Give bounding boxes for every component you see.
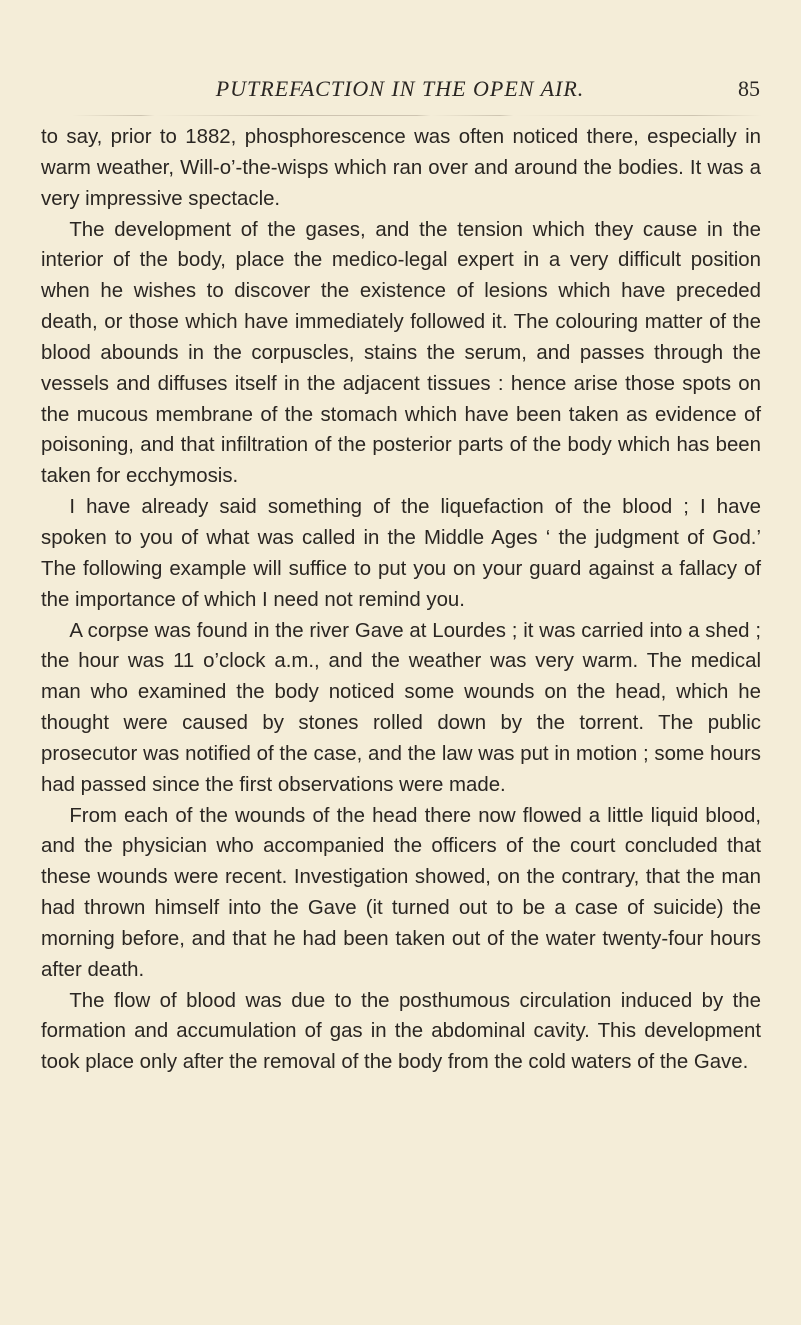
header-rule bbox=[72, 115, 762, 116]
paragraph-flow-of-blood: The flow of blood was due to the posthumous circulation induced by the formation and accumulation of gas in the abdominal cavity. This development took place only after the removal of the body from the cold waters of the Gave. bbox=[41, 989, 761, 1074]
body-text bbox=[41, 122, 761, 1078]
running-head bbox=[40, 76, 760, 110]
paragraph-wounds: From each of the wounds of the head there now flowed a little liquid blood, and the physician who accompanied the officers of the court concluded that these wounds were recent. Investigation showed, on the contrary, that the man had thrown himself into the Gave (it turned out to be a case of suicide) the morning before, and that he had been taken out of the water twenty-four hours after death. bbox=[41, 804, 761, 981]
running-title: PUTREFACTION IN THE OPEN AIR. bbox=[215, 76, 585, 101]
paragraph-continuation: to say, prior to 1882, phosphorescence was often noticed there, especially in warm weather, Will-o’-the-wisps which ran over and around the bodies. It was a very impressive spectacle. bbox=[41, 126, 761, 210]
paragraph-corpse-lourdes: A corpse was found in the river Gave at Lourdes ; it was carried into a shed ; the hour was 11 o’clock a.m., and the weather was very warm. The medical man who examined the body noticed some wounds on the head, which he thought were caused by stones rolled down by the torrent. The public prosecutor was notified of the case, and the law was put in motion ; some hours had passed since the first observations were made. bbox=[41, 619, 761, 796]
page-number: 85 bbox=[738, 76, 760, 101]
paragraph-gases: The development of the gases, and the tension which they cause in the interior of the body, place the medico-legal expert in a very difficult position when he wishes to discover the existence of lesions which have preceded death, or those which have immediately followed it. The colouring matter of the blood abounds in the corpuscles, stains the serum, and passes through the vessels and diffuses itself in the adjacent tissues : hence arise those spots on the mucous membrane of the stomach which have been taken as evidence of poisoning, and that infiltration of the posterior parts of the body which has been taken for ecchymosis. bbox=[41, 218, 761, 488]
paragraph-liquefaction: I have already said something of the liquefaction of the blood ; I have spoken to you of what was called in the Middle Ages ‘ the judgment of God.’ The following example will suffice to put you on your guard against a fallacy of the importance of which I need not remind you. bbox=[41, 496, 761, 611]
